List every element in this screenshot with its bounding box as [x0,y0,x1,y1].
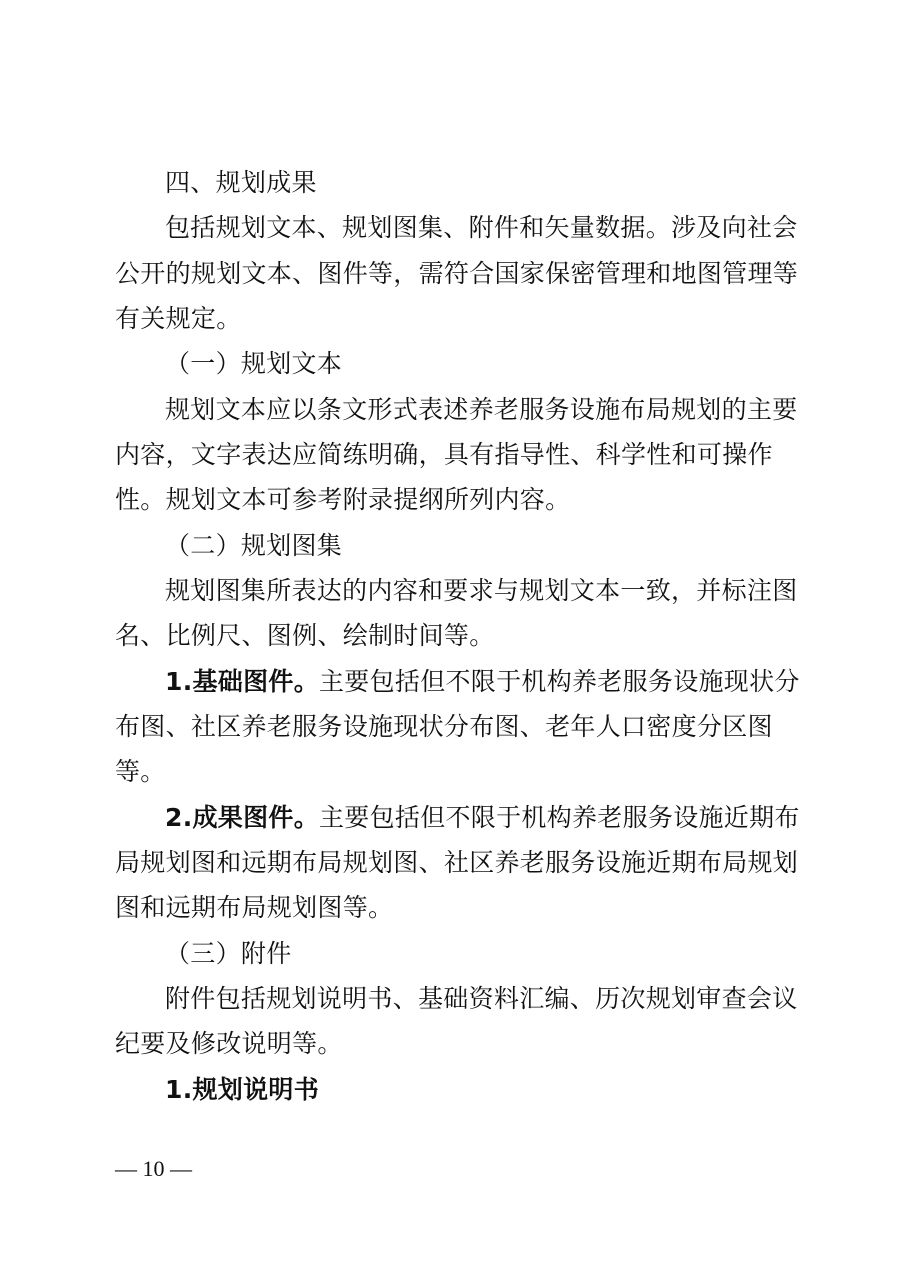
list-item-line [165,803,825,833]
paragraph-line: 纪要及修改说明等。 [115,1029,343,1058]
item-label: 2.成果图件。 [165,803,319,832]
paragraph-line: 图和远期布局规划图等。 [115,893,394,922]
paragraph-line: 包括规划文本、规划图集、附件和矢量数据。涉及向社会 [165,213,798,242]
subsection-heading: （二）规划图集 [165,531,343,560]
paragraph-line: 布图、社区养老服务设施现状分布图、老年人口密度分区图 [115,712,773,741]
paragraph-line: 内容，文字表达应简练明确，具有指导性、科学性和可操作 [115,440,773,469]
item-text: 主要包括但不限于机构养老服务设施现状分 [319,667,800,696]
paragraph-line: 公开的规划文本、图件等，需符合国家保密管理和地图管理等 [115,259,799,288]
list-item-line [165,667,825,697]
paragraph-line: 规划图集所表达的内容和要求与规划文本一致，并标注图 [165,576,798,605]
paragraph-line: 性。规划文本可参考附录提纲所列内容。 [115,485,571,514]
paragraph-line: 附件包括规划说明书、基础资料汇编、历次规划审查会议 [165,984,798,1013]
paragraph-line: 规划文本应以条文形式表述养老服务设施布局规划的主要 [165,395,798,424]
subsection-heading: （一）规划文本 [165,349,343,378]
subsection-heading: （三）附件 [165,939,292,968]
item-label: 1.基础图件。 [165,667,319,696]
paragraph-line: 有关规定。 [115,304,242,333]
paragraph-line: 等。 [115,757,166,786]
section-heading: 四、规划成果 [165,168,317,197]
item-heading: 1.规划说明书 [165,1075,319,1104]
page-number: — 10 — [115,1156,192,1181]
item-text: 主要包括但不限于机构养老服务设施近期布 [319,803,800,832]
paragraph-line: 名、比例尺、图例、绘制时间等。 [115,621,495,650]
paragraph-line: 局规划图和远期布局规划图、社区养老服务设施近期布局规划 [115,848,799,877]
